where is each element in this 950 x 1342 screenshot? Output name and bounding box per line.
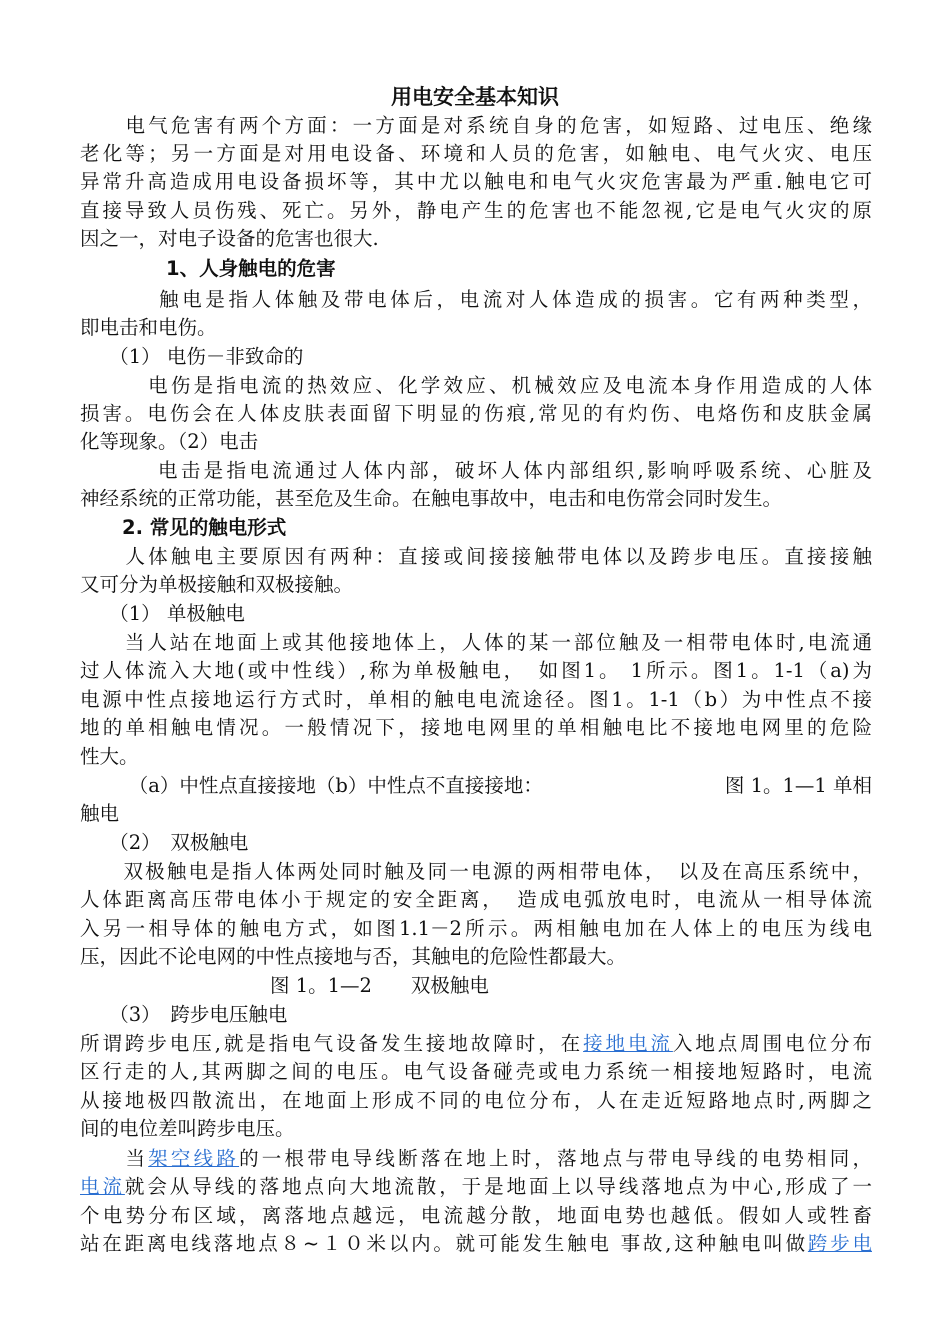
paragraph-line: 从接地极四散流出，在地面上形成不同的电位分布，人在走近短路地点时,两脚之 bbox=[80, 1089, 872, 1112]
subheading-burn: （1） 电伤－非致命的 bbox=[80, 345, 304, 368]
paragraph-line: 当人站在地面上或其他接地体上，人体的某一部位触及一相带电体时,电流通 bbox=[80, 631, 872, 654]
text-span: 当 bbox=[80, 1147, 149, 1170]
text-span: 入地点周围电位分布 bbox=[672, 1032, 872, 1055]
paragraph-line: 损害。电伤会在人体皮肤表面留下明显的伤痕,常见的有灼伤、电烙伤和皮肤金属 bbox=[80, 402, 872, 425]
figure-caption-1-right: 图 1。1—1 单相 bbox=[724, 774, 872, 797]
paragraph-line: 电伤是指电流的热效应、化学效应、机械效应及电流本身作用造成的人体 bbox=[80, 374, 872, 397]
paragraph-line: 即电击和电伤。 bbox=[80, 316, 217, 339]
section-heading-2: 2. 常见的触电形式 bbox=[122, 516, 287, 539]
link-current[interactable]: 电流 bbox=[80, 1175, 125, 1198]
paragraph-line bbox=[80, 1145, 872, 1173]
paragraph-line: 区行走的人,其两脚之间的电压。电气设备碰壳或电力系统一相接地短路时，电流 bbox=[80, 1060, 872, 1083]
paragraph-line: 电源中性点接地运行方式时，单相的触电电流途径。图1。1-1（b）为中性点不接 bbox=[80, 688, 872, 711]
figure-caption-1 bbox=[80, 772, 872, 800]
document-title: 用电安全基本知识 bbox=[391, 85, 559, 109]
text-span: 站在距离电线落地点８~１０米以内。就可能发生触电 事故,这种触电叫做 bbox=[80, 1232, 808, 1255]
figure-caption-2: 图 1。1—2 双极触电 bbox=[270, 974, 489, 997]
subheading-single-pole: （1） 单极触电 bbox=[80, 602, 245, 625]
paragraph-line: 触电是指人体触及带电体后，电流对人体造成的损害。它有两种类型， bbox=[80, 288, 872, 311]
link-overhead-line[interactable]: 架空线路 bbox=[148, 1147, 240, 1170]
paragraph-line: 人体触电主要原因有两种：直接或间接接触带电体以及跨步电压。直接接触 bbox=[80, 545, 872, 568]
paragraph-line: 双极触电是指人体两处同时触及同一电源的两相带电体， 以及在高压系统中， bbox=[80, 860, 872, 883]
paragraph-line: 入另一相导体的触电方式，如图1.1－2所示。两相触电加在人体上的电压为线电 bbox=[80, 917, 872, 940]
link-ground-current[interactable]: 接地电流 bbox=[583, 1032, 673, 1055]
text-span: 所谓跨步电压,就是指电气设备发生接地故障时，在 bbox=[80, 1032, 584, 1055]
link-step-voltage[interactable]: 跨步电 bbox=[807, 1232, 872, 1255]
figure-caption-1-left: （a）中性点直接接地（b）中性点不直接接地： bbox=[80, 774, 543, 797]
paragraph-line: 电击是指电流通过人体内部，破坏人体内部组织,影响呼吸系统、心脏及 bbox=[80, 459, 872, 482]
paragraph-line: 性大。 bbox=[80, 745, 139, 768]
paragraph-line: 神经系统的正常功能，甚至危及生命。在触电事故中，电击和电伤常会同时发生。 bbox=[80, 487, 783, 510]
intro-line: 异常升高造成用电设备损坏等，其中尤以触电和电气火灾危害最为严重.触电它可 bbox=[80, 170, 872, 193]
paragraph-line bbox=[80, 1173, 872, 1201]
section-heading-1: 1、人身触电的危害 bbox=[166, 257, 336, 280]
paragraph-line: 过人体流入大地(或中性线）,称为单极触电， 如图1。 1所示。图1。1-1（a)为 bbox=[80, 659, 872, 682]
paragraph-line bbox=[80, 1030, 872, 1058]
subheading-two-phase: （2） 双极触电 bbox=[80, 831, 249, 854]
intro-line: 因之一，对电子设备的危害也很大. bbox=[80, 227, 379, 250]
text-span: 的一根带电导线断落在地上时，落地点与带电导线的电势相同， bbox=[239, 1147, 872, 1170]
paragraph-line bbox=[80, 1230, 872, 1258]
text-span: 就会从导线的落地点向大地流散，于是地面上以导线落地点为中心,形成了一 bbox=[124, 1175, 872, 1198]
paragraph-line: 人体距离高压带电体小于规定的安全距离， 造成电弧放电时，电流从一相导体流 bbox=[80, 888, 872, 911]
paragraph-line: 又可分为单极接触和双极接触。 bbox=[80, 573, 354, 596]
subheading-step-voltage: （3） 跨步电压触电 bbox=[80, 1003, 288, 1026]
figure-caption-1-cont: 触电 bbox=[80, 802, 120, 825]
paragraph-line: 间的电位差叫跨步电压。 bbox=[80, 1117, 295, 1140]
paragraph-line: 化等现象。（2）电击 bbox=[80, 430, 259, 453]
paragraph-line: 地的单相触电情况。一般情况下，接地电网里的单相触电比不接地电网里的危险 bbox=[80, 716, 872, 739]
paragraph-line: 个电势分布区域，离落地点越远，电流越分散，地面电势也越低。假如人或牲畜 bbox=[80, 1204, 872, 1227]
intro-line: 电气危害有两个方面：一方面是对系统自身的危害，如短路、过电压、绝缘 bbox=[80, 114, 872, 137]
intro-line: 老化等；另一方面是对用电设备、环境和人员的危害，如触电、电气火灾、电压 bbox=[80, 142, 872, 165]
intro-line: 直接导致人员伤残、死亡。另外，静电产生的危害也不能忽视,它是电气火灾的原 bbox=[80, 199, 872, 222]
paragraph-line: 压，因此不论电网的中性点接地与否，其触电的危险性都最大。 bbox=[80, 945, 627, 968]
